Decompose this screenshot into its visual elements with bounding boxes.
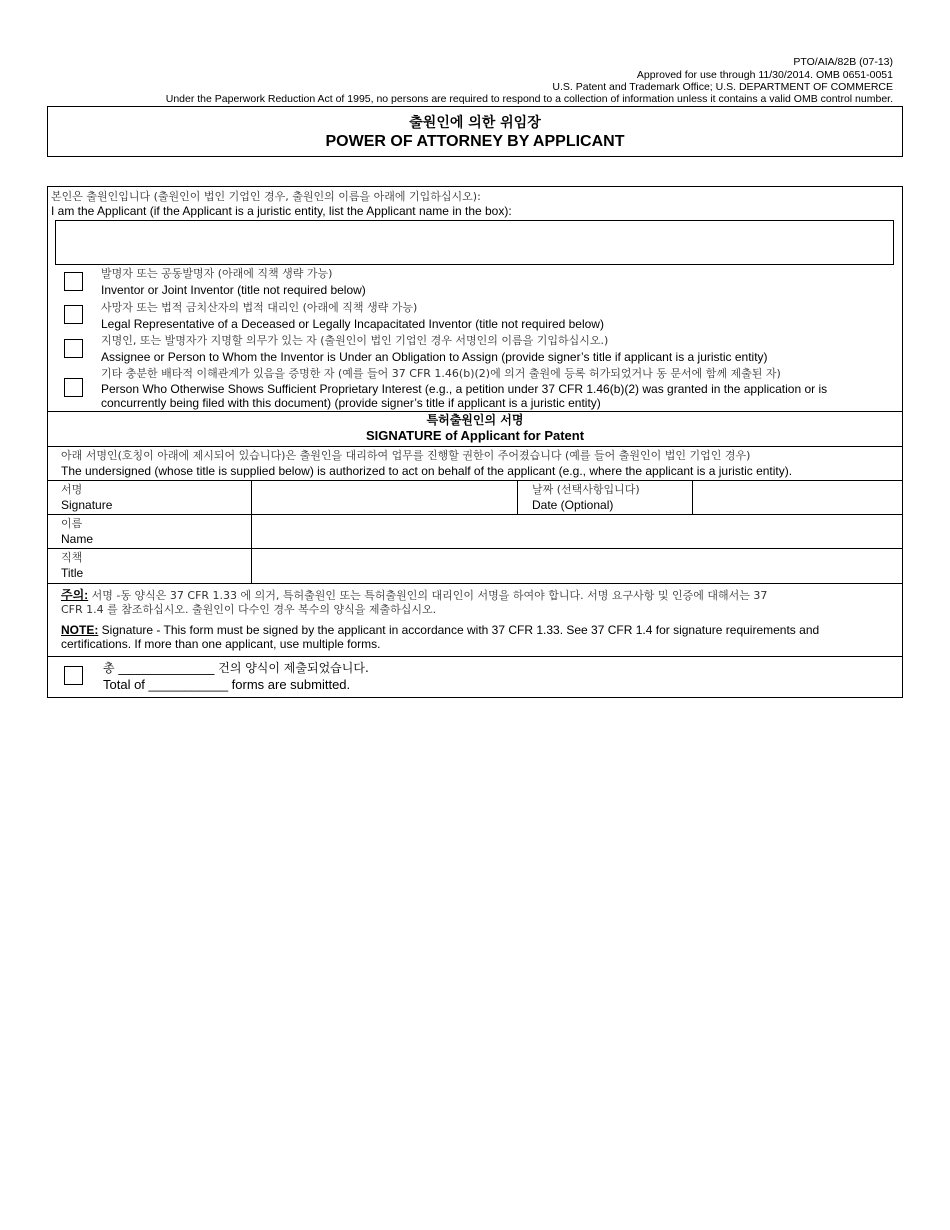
table-divider bbox=[48, 583, 902, 584]
option-legal-rep-english: Legal Representative of a Deceased or Legally Incapacitated Inventor (title not required below) bbox=[101, 317, 604, 331]
title-field[interactable] bbox=[254, 549, 900, 582]
option-inventor-korean: 발명자 또는 공동발명자 (아래에 직책 생략 가능) bbox=[101, 267, 333, 280]
form-title-korean: 출원인에 의한 위임장 bbox=[409, 115, 541, 131]
date-label-korean: 날짜 (선택사항입니다) bbox=[532, 483, 640, 496]
forms-total-korean: 총 ________________ 건의 양식이 제출되었습니다. bbox=[103, 661, 369, 675]
paperwork-notice: Under the Paperwork Reduction Act of 1995, no persons are required to respond to a collection of information unless it contains a valid OMB control number. bbox=[165, 93, 893, 105]
form-body bbox=[47, 186, 903, 698]
date-field[interactable] bbox=[694, 481, 900, 514]
inventor-checkbox[interactable] bbox=[64, 272, 83, 291]
assignee-checkbox[interactable] bbox=[64, 339, 83, 358]
signature-label-korean: 서명 bbox=[61, 483, 83, 496]
form-number: PTO/AIA/82B (07-13) bbox=[793, 56, 893, 68]
option-proprietary-korean: 기타 충분한 배타적 이해관계가 있음을 증명한 자 (예를 들어 37 CFR 1.46(b)(2)에 의거 출원에 등록 허가되었거나 동 문서에 함께 제출된 자) bbox=[101, 367, 781, 380]
legal-representative-checkbox[interactable] bbox=[64, 305, 83, 324]
applicant-intro-korean: 본인은 출원인입니다 (출원인이 법인 기업인 경우, 출원인의 이름을 아래에 기입하십시오): bbox=[51, 190, 481, 203]
section-divider bbox=[48, 411, 902, 412]
option-proprietary-english-1: Person Who Otherwise Shows Sufficient Proprietary Interest (e.g., a petition under 37 CFR 1.46(b)(2) was granted in the application or is bbox=[101, 382, 828, 396]
korean-note bbox=[61, 588, 881, 617]
option-assignee-english: Assignee or Person to Whom the Inventor is Under an Obligation to Assign (provide signer’s title if applicant is a juristic entity) bbox=[101, 350, 768, 364]
name-label-korean: 이름 bbox=[61, 517, 83, 530]
date-label-english: Date (Optional) bbox=[532, 498, 614, 512]
korean-note-text-1: 서명 -동 양식은 37 CFR 1.33 에 의거, 특허출원인 또는 특허출원인의 대리인이 서명을 하여야 합니다. 서명 요구사항 및 인증에 대해서는 37 bbox=[88, 589, 768, 602]
table-column-divider bbox=[517, 480, 518, 514]
forms-total-checkbox[interactable] bbox=[64, 666, 83, 685]
option-proprietary-english-2: concurrently being filed with this document) (provide signer’s title if applicant is a juristic entity) bbox=[101, 396, 601, 410]
name-field[interactable] bbox=[254, 515, 900, 548]
form-title-english: POWER OF ATTORNEY BY APPLICANT bbox=[325, 133, 625, 150]
form-title-box bbox=[47, 106, 903, 157]
option-inventor-english: Inventor or Joint Inventor (title not required below) bbox=[101, 283, 366, 297]
title-label-korean: 직책 bbox=[61, 551, 83, 564]
english-note-text-1: Signature - This form must be signed by the applicant in accordance with 37 CFR 1.33. See 37 CFR 1.4 for signature requirements and bbox=[98, 623, 820, 637]
korean-note-text-2: CFR 1.4 를 참조하십시오. 출원인이 다수인 경우 복수의 양식을 제출하십시오. bbox=[61, 603, 437, 616]
authorization-korean: 아래 서명인(호칭이 아래에 제시되어 있습니다)은 출원인을 대리하여 업무를 진행할 권한이 주어졌습니다 (예를 들어 출원인이 법인 기업인 경우) bbox=[61, 449, 751, 462]
applicant-name-box[interactable] bbox=[55, 220, 894, 265]
table-column-divider bbox=[692, 480, 693, 514]
name-label-english: Name bbox=[61, 532, 94, 546]
forms-total-english: Total of ___________ forms are submitted. bbox=[103, 677, 351, 692]
option-legal-rep-korean: 사망자 또는 법적 금치산자의 법적 대리인 (아래에 직책 생략 가능) bbox=[101, 301, 418, 314]
korean-note-label: 주의: bbox=[61, 588, 89, 602]
signature-title-korean: 특허출원인의 서명 bbox=[426, 413, 524, 427]
table-column-divider bbox=[251, 480, 252, 583]
authorization-english: The undersigned (whose title is supplied below) is authorized to act on behalf of the applicant (e.g., where the applicant is a juristic entity). bbox=[61, 464, 793, 478]
section-divider bbox=[48, 446, 902, 447]
section-divider bbox=[48, 656, 902, 657]
signature-title-english: SIGNATURE of Applicant for Patent bbox=[365, 428, 585, 443]
office-name: U.S. Patent and Trademark Office; U.S. DEPARTMENT OF COMMERCE bbox=[552, 81, 893, 93]
english-note bbox=[61, 623, 881, 651]
english-note-text-2: certifications. If more than one applicant, use multiple forms. bbox=[61, 637, 381, 651]
title-label-english: Title bbox=[61, 566, 84, 580]
omb-approval: Approved for use through 11/30/2014. OMB 0651-0051 bbox=[636, 69, 893, 81]
signature-field[interactable] bbox=[254, 481, 516, 514]
applicant-intro-english: I am the Applicant (if the Applicant is a juristic entity, list the Applicant name in the box): bbox=[51, 204, 512, 218]
option-assignee-korean: 지명인, 또는 발명자가 지명할 의무가 있는 자 (출원인이 법인 기업인 경우 서명인의 이름을 기입하십시오.) bbox=[101, 334, 609, 347]
proprietary-interest-checkbox[interactable] bbox=[64, 378, 83, 397]
signature-section-title bbox=[48, 413, 902, 443]
english-note-label: NOTE: bbox=[61, 623, 99, 637]
signature-label-english: Signature bbox=[61, 498, 113, 512]
